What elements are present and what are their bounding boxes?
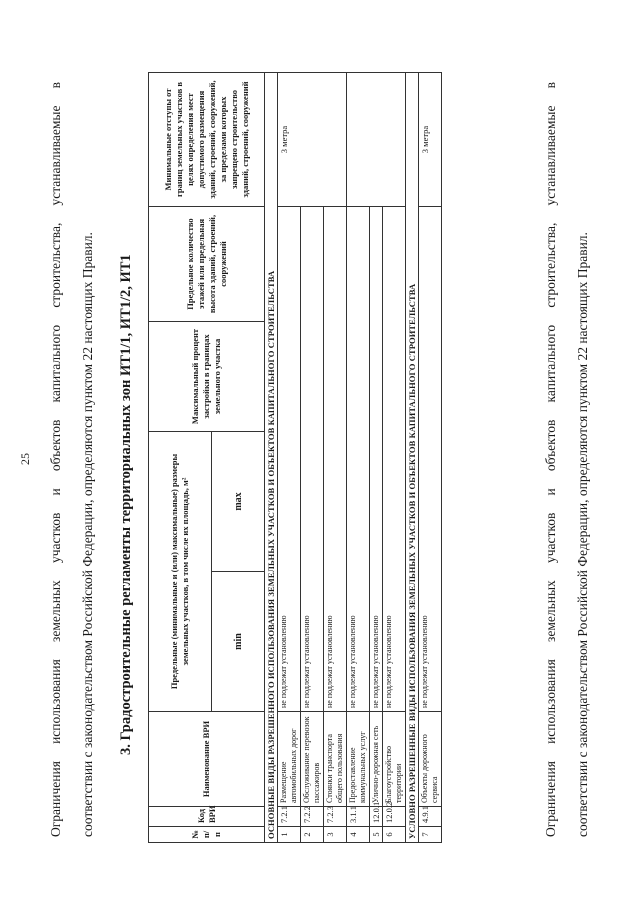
header-floors: Предельное количество этажей или предельная высота зданий, строений, сооружений (149, 207, 265, 322)
row-values: не подлежат установлению (347, 207, 370, 712)
row-number: 3 (324, 827, 347, 843)
row-name: Размещение автомобильных дорог (278, 712, 301, 807)
row-number: 7 (419, 827, 442, 843)
row-code: 7.2.3 (324, 807, 347, 827)
row-name: Улично-дорожная сеть (370, 712, 383, 807)
header-name: Наименование ВРИ (149, 712, 265, 807)
paragraph-line: соответствии с законодательством Российской Федерации, определяются пунктом 22 настоящих Правил. (80, 232, 95, 837)
row-code: 12.0.1 (370, 807, 383, 827)
row-code: 3.1.1 (347, 807, 370, 827)
row-setback-empty (347, 73, 406, 207)
row-setback: 3 метра (278, 73, 347, 207)
header-min: min (212, 572, 265, 712)
row-number: 6 (383, 827, 406, 843)
row-code: 12.0.2 (383, 807, 406, 827)
section-title: 3. Градостроительные регламенты территориальных зон ИТ1/1, ИТ1/2, ИТ1 (118, 254, 134, 755)
section-conditional-header: УСЛОВНО РАЗРЕШЕННЫЕ ВИДЫ ИСПОЛЬЗОВАНИЯ ЗЕМЕЛЬНЫХ УЧАСТКОВ И ОБЪЕКТОВ КАПИТАЛЬНОГО СТРОИТЕЛЬСТВА (406, 73, 419, 843)
page-number: 25 (18, 453, 32, 465)
header-max: max (212, 432, 265, 572)
row-code: 7.2.1 (278, 807, 301, 827)
row-values: не подлежат установлению (370, 207, 383, 712)
row-values: не подлежат установлению (301, 207, 324, 712)
regulations-table (148, 72, 442, 843)
row-number: 4 (347, 827, 370, 843)
row-name: Объекты дорожного сервиса (419, 712, 442, 807)
row-number: 1 (278, 827, 301, 843)
header-setback: Минимальные отступы от границ земельных участков в целях определения мест допустимого размещения зданий, строений, сооружений, за пределами которых запрещено строительство зданий, строений, сооружений (149, 73, 265, 207)
row-values: не подлежат установлению (383, 207, 406, 712)
paragraph-line: соответствии с законодательством Российской Федерации, определяются пунктом 22 настоящих Правил. (575, 232, 590, 837)
table-row (278, 73, 301, 843)
row-values: не подлежат установлению (278, 207, 301, 712)
header-number: № п/п (149, 827, 265, 843)
row-code: 4.9.1 (419, 807, 442, 827)
section-main-header: ОСНОВНЫЕ ВИДЫ РАЗРЕШЕННОГО ИСПОЛЬЗОВАНИЯ ЗЕМЕЛЬНЫХ УЧАСТКОВ И ОБЪЕКТОВ КАПИТАЛЬНОГО СТРОИТЕЛЬСТВА (265, 73, 278, 843)
row-name: Обслуживание перевозок пассажиров (301, 712, 324, 807)
restrictions-paragraph-top (40, 82, 104, 837)
row-name: Благоустройство территории (383, 712, 406, 807)
header-plot-size: Предельные (минимальные и (или) максимальные) размеры земельных участков, в том числе их площадь, м² (149, 432, 212, 712)
paragraph-line: Ограничения использования земельных участков и объектов капитального строительства, устанавливаемые в (543, 82, 558, 837)
row-name: Стоянки транспорта общего пользования (324, 712, 347, 807)
header-build-percent: Максимальный процент застройки в границах земельного участка (149, 322, 265, 432)
row-setback: 3 метра (419, 73, 442, 207)
row-number: 2 (301, 827, 324, 843)
row-name: Предоставление коммунальных услуг (347, 712, 370, 807)
header-code: Код ВРИ (149, 807, 265, 827)
table-row (419, 73, 442, 843)
table-row (347, 73, 370, 843)
restrictions-paragraph-bottom (535, 82, 599, 837)
row-code: 7.2.2 (301, 807, 324, 827)
row-values: не подлежат установлению (324, 207, 347, 712)
paragraph-line: Ограничения использования земельных участков и объектов капитального строительства, устанавливаемые в (48, 82, 63, 837)
row-number: 5 (370, 827, 383, 843)
row-values: не подлежат установлению (419, 207, 442, 712)
